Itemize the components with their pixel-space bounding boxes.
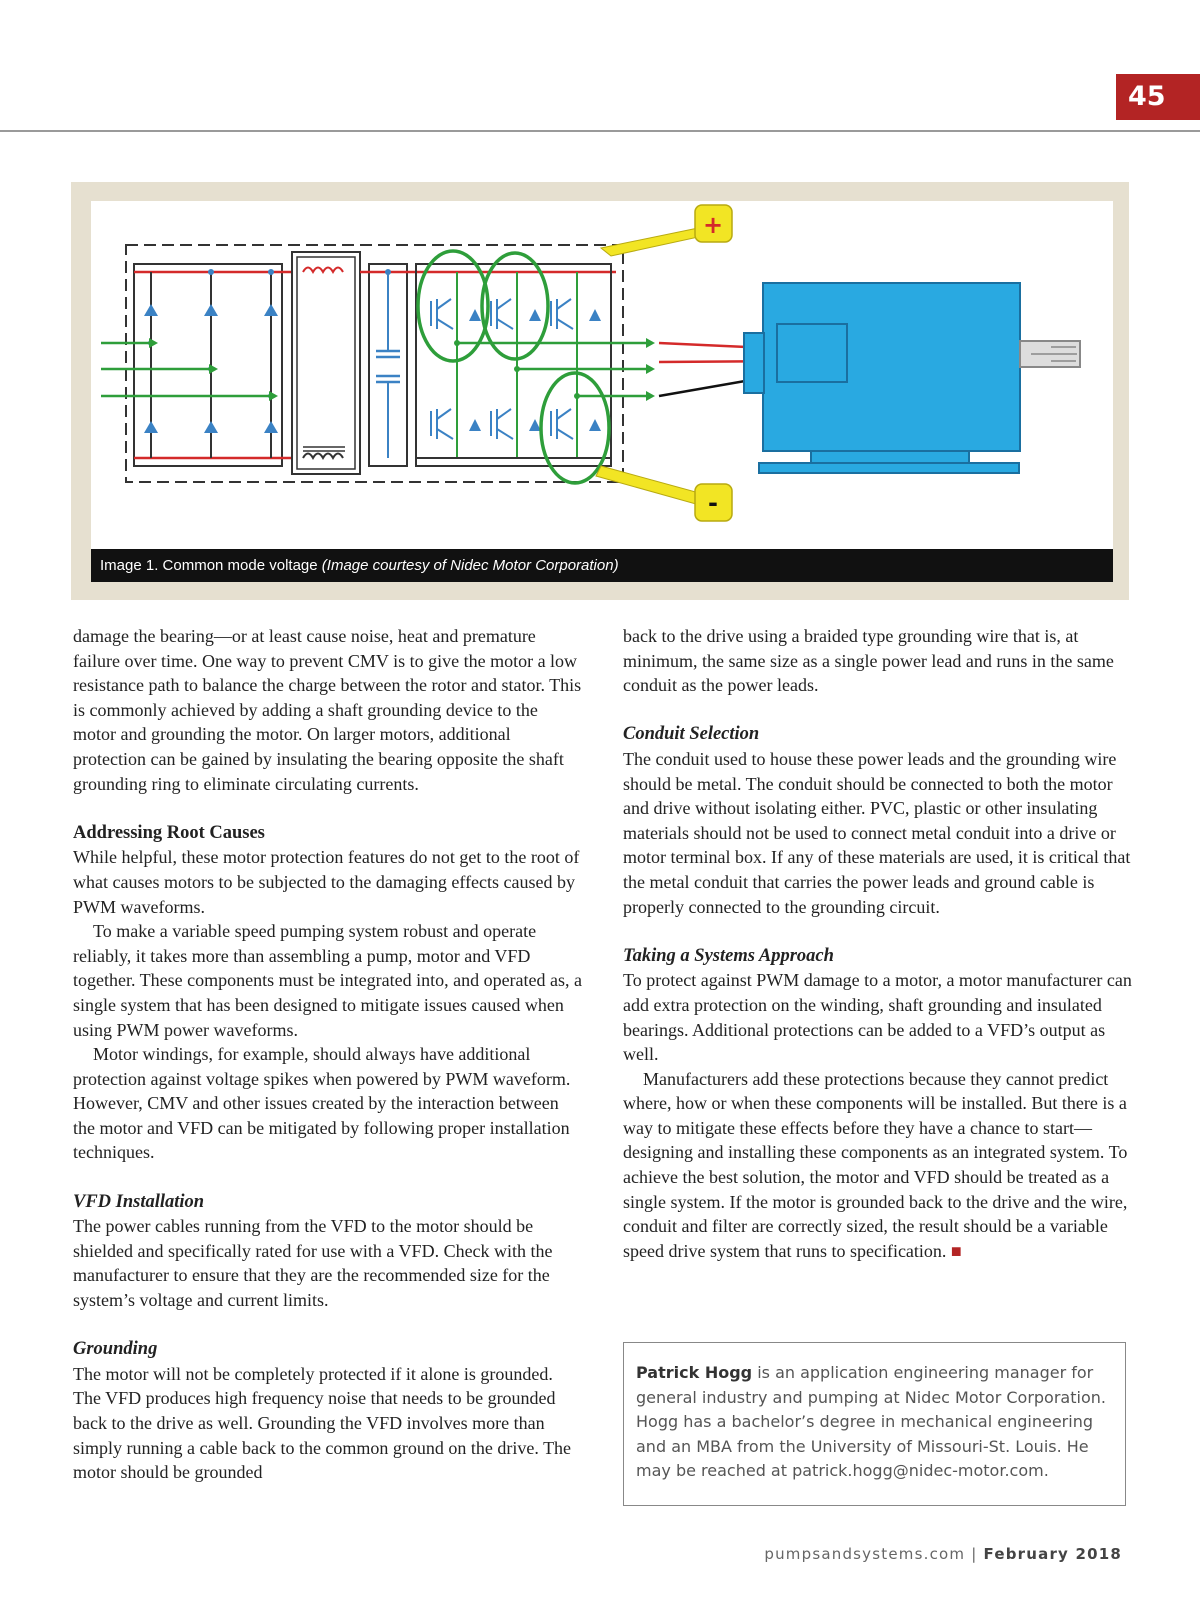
heading-grounding: Grounding <box>73 1339 158 1360</box>
caption-main: Image 1. Common mode voltage <box>100 557 322 574</box>
footer-separator: | <box>971 1545 978 1563</box>
paragraph: The power cables running from the VFD to the motor should be shielded and specifically rated for use with a VFD. Check with the manufacturer to ensure that they are the recommended size for the system’s voltage and current limits. <box>73 1216 553 1311</box>
common-mode-voltage-diagram <box>91 201 1113 581</box>
end-mark-icon: ■ <box>950 1240 962 1261</box>
igbt-highlight-circles <box>418 251 609 483</box>
footer-issue: February 2018 <box>983 1545 1122 1563</box>
paragraph-text: Manufacturers add these protections because they cannot predict where, how or when these components will be installed. But there is a way to mitigate these effects before they have a chance to start—designing and installing these components as an integrated system. To achieve the best solution, the motor and VFD should be treated as a single system. If the motor is grounded back to the drive and the wire, conduit and filter are correctly sized, the result should be a variable speed drive system that runs to specification. <box>623 1068 1128 1261</box>
author-name: Patrick Hogg <box>636 1363 753 1382</box>
negative-label: - <box>708 489 718 517</box>
author-bio-text: is an application engineering manager for general industry and pumping at Nidec Motor Corporation. Hogg has a bachelor’s degree in mechanical engineering and an MBA from the University of Missouri-St. Louis. He may be reached at patrick.hogg@nidec-motor.com. <box>636 1363 1106 1480</box>
author-bio-box <box>623 1342 1126 1506</box>
heading-conduit-selection: Conduit Selection <box>623 724 760 745</box>
page-number: 45 <box>1116 74 1200 120</box>
paragraph: To protect against PWM damage to a motor, a motor manufacturer can add extra protection on the winding, shaft grounding and insulated bearings. Additional protections can be added to a VFD’s output as well. <box>623 970 1132 1065</box>
right-column <box>623 624 1133 1263</box>
paragraph <box>623 1067 1133 1264</box>
footer-site: pumpsandsystems.com <box>764 1545 966 1563</box>
page-footer <box>764 1545 1122 1563</box>
heading-vfd-installation: VFD Installation <box>73 1191 205 1212</box>
rectifier-section <box>134 264 291 466</box>
motor <box>744 283 1080 473</box>
left-column <box>73 624 583 1485</box>
positive-label: + <box>702 211 724 239</box>
figure-caption <box>91 549 1113 582</box>
paragraph: The conduit used to house these power leads and the grounding wire should be metal. The conduit should be connected to both the motor and drive without isolating either. PVC, plastic or other insulating materials should not be used to connect metal conduit into a drive or motor terminal box. If any of these materials are used, it is critical that the metal conduit that carries the power leads and ground cable is properly connected to the grounding circuit. <box>623 748 1131 917</box>
heading-systems-approach: Taking a Systems Approach <box>623 945 834 966</box>
paragraph: The motor will not be completely protected if it alone is grounded. The VFD produces high frequency noise that needs to be grounded back to the drive as well. Grounding the VFD involves more than simply running a cable back to the common ground on the drive. The motor should be grounded <box>73 1363 572 1483</box>
paragraph: damage the bearing—or at least cause noise, heat and premature failure over time. One way to prevent CMV is to give the motor a low resistance path to balance the charge between the rotor and stator. This is commonly achieved by adding a shaft grounding device to the motor and grounding the motor. On larger motors, additional protection can be gained by insulating the bearing opposite the shaft grounding ring to eliminate circulating currents. <box>73 626 582 794</box>
paragraph: To make a variable speed pumping system robust and operate reliably, it takes more than assembling a pump, motor and VFD together. These components must be integrated into, and operated as, a single system that has been designed to mitigate issues caused when using PWM power waveforms. <box>73 921 583 1040</box>
figure-image <box>91 201 1113 581</box>
paragraph: Motor windings, for example, should always have additional protection against voltage spikes when powered by PWM waveform. However, CMV and other issues created by the interaction between the motor and VFD can be mitigated by following proper installation techniques. <box>73 1044 571 1163</box>
inverter-section <box>416 264 611 466</box>
dc-link-choke <box>292 252 360 474</box>
header-rule <box>0 130 1200 132</box>
positive-callout <box>601 205 732 256</box>
heading-addressing-root-causes: Addressing Root Causes <box>73 822 265 843</box>
negative-callout <box>596 466 732 521</box>
paragraph: back to the drive using a braided type grounding wire that is, at minimum, the same size as a single power lead and runs in the same conduit as the power leads. <box>623 626 1114 696</box>
caption-credit: (Image courtesy of Nidec Motor Corporation) <box>321 557 619 574</box>
drive-enclosure-dashed <box>126 245 623 482</box>
paragraph: While helpful, these motor protection features do not get to the root of what causes motors to be subjected to the damaging effects caused by PWM waveforms. <box>73 847 580 917</box>
